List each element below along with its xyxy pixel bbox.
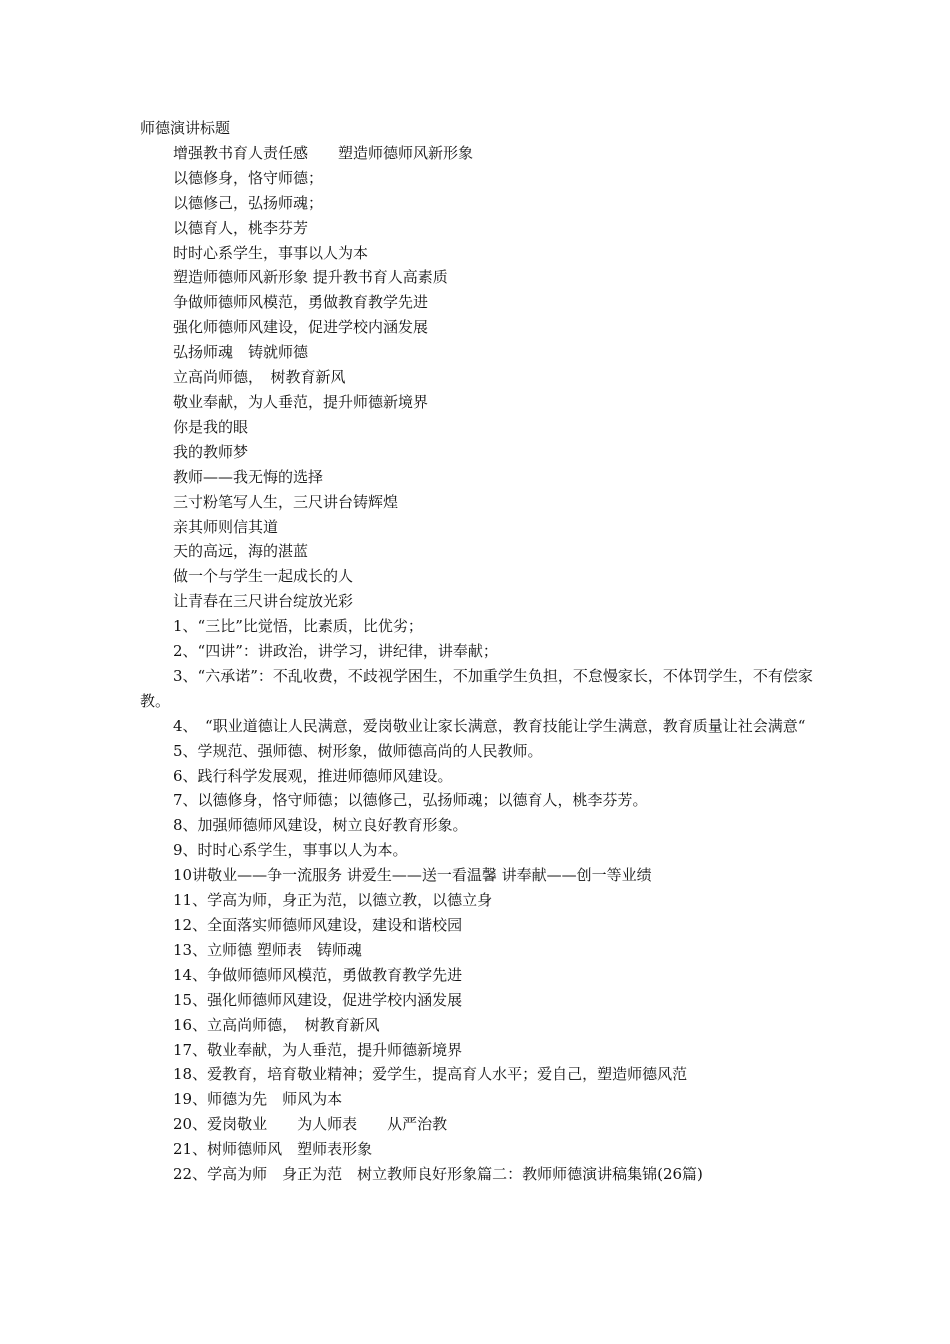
slogan-line: 教师——我无悔的选择 — [173, 467, 324, 486]
numbered-slogan: 10讲敬业——争一流服务 讲爱生——送一看温馨 讲奉献——创一等业绩 — [173, 866, 652, 885]
numbered-slogan: 11、学高为师，身正为范，以德立教，以德立身 — [173, 891, 493, 910]
slogan-line: 让青春在三尺讲台绽放光彩 — [173, 592, 354, 611]
numbered-slogan: 19、师德为先 师风为本 — [173, 1090, 343, 1109]
slogan-line: 天的高远，海的湛蓝 — [173, 542, 309, 561]
numbered-slogan: 21、树师德师风 塑师表形象 — [173, 1140, 373, 1159]
slogan-line: 争做师德师风模范，勇做教育教学先进 — [173, 293, 429, 312]
numbered-slogan: 2、“四讲”：讲政治，讲学习，讲纪律，讲奉献； — [173, 642, 498, 661]
slogan-line: 以德修己，弘扬师魂； — [173, 193, 324, 212]
document-body — [140, 116, 820, 1187]
slogan-line: 做一个与学生一起成长的人 — [173, 567, 354, 586]
slogan-line: 亲其师则信其道 — [173, 517, 279, 536]
numbered-slogan: 4、 “职业道德让人民满意，爱岗敬业让家长满意，教育技能让学生满意，教育质量让社会满意“ — [173, 716, 806, 735]
numbered-slogan: 13、立师德 塑师表 铸师魂 — [173, 940, 362, 959]
numbered-slogan: 20、爱岗敬业 为人师表 从严治教 — [173, 1115, 448, 1134]
numbered-slogan: 7、以德修身，恪守师德；以德修己，弘扬师魂；以德育人，桃李芬芳。 — [173, 791, 648, 810]
slogan-line: 你是我的眼 — [173, 417, 249, 436]
numbered-slogan: 16、立高尚师德， 树教育新风 — [173, 1015, 380, 1034]
numbered-slogan: 18、爱教育，培育敬业精神；爱学生，提高育人水平；爱自己，塑造师德风范 — [173, 1065, 688, 1084]
slogan-line: 塑造师德师风新形象 提升教书育人高素质 — [173, 268, 448, 287]
slogan-line: 强化师德师风建设，促进学校内涵发展 — [173, 318, 429, 337]
numbered-slogan: 3、“六承诺”：不乱收费，不歧视学困生，不加重学生负担，不怠慢家长，不体罚学生，不有偿家教。 — [140, 666, 813, 710]
numbered-slogan: 5、学规范、强师德、树形象，做师德高尚的人民教师。 — [173, 741, 543, 760]
slogan-line: 增强教书育人责任感 塑造师德师风新形象 — [173, 143, 474, 162]
numbered-slogan: 9、时时心系学生，事事以人为本。 — [173, 841, 408, 860]
slogan-line: 弘扬师魂 铸就师德 — [173, 343, 309, 362]
slogan-line: 立高尚师德， 树教育新风 — [173, 368, 346, 387]
slogan-line: 我的教师梦 — [173, 442, 249, 461]
numbered-slogan: 15、强化师德师风建设，促进学校内涵发展 — [173, 990, 463, 1009]
numbered-slogan: 6、践行科学发展观，推进师德师风建设。 — [173, 766, 453, 785]
slogan-list — [140, 141, 820, 1187]
slogan-line: 以德育人，桃李芬芳 — [173, 218, 309, 237]
numbered-slogan: 14、争做师德师风模范，勇做教育教学先进 — [173, 965, 463, 984]
numbered-slogan: 12、全面落实师德师风建设，建设和谐校园 — [173, 916, 463, 934]
slogan-line: 时时心系学生，事事以人为本 — [173, 243, 369, 262]
slogan-line: 敬业奉献，为人垂范，提升师德新境界 — [173, 392, 429, 411]
slogan-line: 以德修身，恪守师德； — [173, 168, 324, 187]
document-title: 师德演讲标题 — [140, 119, 231, 137]
numbered-slogan: 17、敬业奉献，为人垂范，提升师德新境界 — [173, 1040, 463, 1059]
numbered-slogan: 8、加强师德师风建设，树立良好教育形象。 — [173, 816, 468, 835]
numbered-slogan: 22、学高为师 身正为范 树立教师良好形象篇二：教师师德演讲稿集锦(26篇) — [173, 1165, 703, 1184]
numbered-slogan: 1、“三比”比觉悟，比素质，比优劣； — [173, 617, 423, 636]
slogan-line: 三寸粉笔写人生，三尺讲台铸辉煌 — [173, 492, 399, 511]
